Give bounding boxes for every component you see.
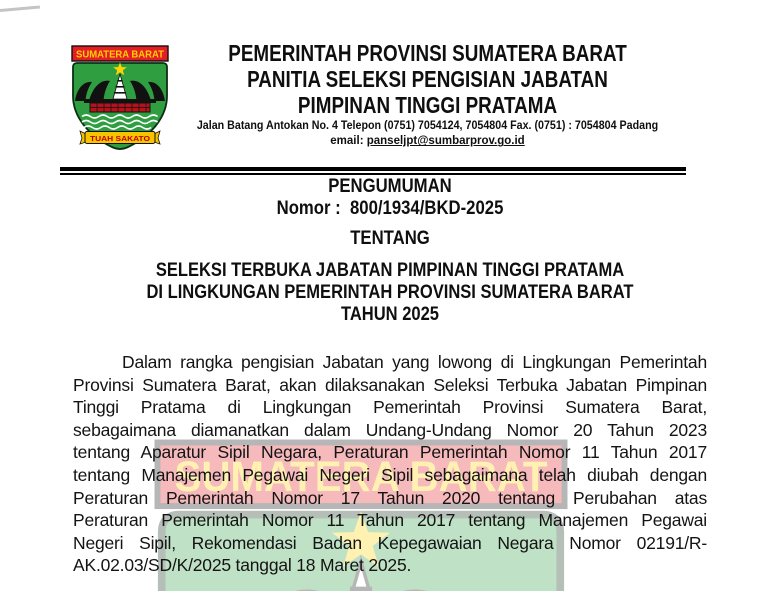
org-line-2: PANITIA SELEKSI PENGISIAN JABATAN (247, 65, 608, 92)
org-line-3: PIMPINAN TINGGI PRATAMA (297, 91, 558, 118)
letterhead-email-row (170, 134, 685, 148)
divider-thick-line (60, 167, 686, 171)
announcement-number: Nomor : 800/1934/BKD-2025 (276, 197, 504, 219)
letterhead-divider (60, 167, 686, 175)
paragraph-line: Provinsi Sumatera Barat, akan dilaksanakan Seleksi Terbuka Jabatan Pimpinan (73, 374, 707, 395)
paragraph-line: tentang Aparatur Sipil Negara, Peraturan Pemerintah Nomor 11 Tahun 2017 (73, 442, 707, 463)
announcement-heading-block (111, 176, 669, 219)
email-label: email: (330, 135, 364, 148)
letterhead (170, 41, 685, 148)
scan-artifact (0, 6, 40, 12)
provincial-seal-logo (70, 44, 170, 152)
title-line-1: SELEKSI TERBUKA JABATAN PIMPINAN TINGGI PRATAMA (155, 260, 625, 281)
paragraph-line: tentang Manajemen Pegawai Negeri Sipil sebagaimana telah diubah dengan (73, 464, 707, 485)
divider-thin-line (60, 173, 686, 176)
paragraph-line: Peraturan Pemerintah Nomor 17 Tahun 2020 tentang Perubahan atas (73, 487, 707, 508)
paragraph-line: Tinggi Pratama di Lingkungan Pemerintah Provinsi Sumatera Barat, (73, 397, 707, 418)
paragraph-line: AK.02.03/SD/K/2025 tanggal 18 Maret 2025. (73, 555, 412, 576)
paragraph-line: Dalam rangka pengisian Jabatan yang lowong di Lingkungan Pemerintah (122, 352, 707, 372)
title-line-3: TAHUN 2025 (340, 304, 439, 325)
email-link[interactable]: panseljpt@sumbarprov.go.id (366, 135, 525, 148)
paragraph-line: Negeri Sipil, Rekomendasi Badan Kepegawaian Negara Nomor 02191/R- (73, 532, 707, 553)
title-line-2: DI LINGKUNGAN PEMERINTAH PROVINSI SUMATERA BARAT (146, 282, 634, 303)
announcement-heading: PENGUMUMAN (328, 176, 452, 197)
paragraph-line: Peraturan Pemerintah Nomor 11 Tahun 2017 tentang Manajemen Pegawai (73, 510, 707, 531)
letterhead-address: Jalan Batang Antokan No. 4 Telepon (0751) 7054124, 7054804 Fax. (0751) : 7054804 Padang (196, 120, 659, 133)
about-label: TENTANG (350, 228, 430, 249)
paragraph-line: sebagaimana diamanatkan dalam Undang-Undang Nomor 20 Tahun 2023 (73, 419, 707, 440)
body-paragraph (73, 351, 707, 577)
letterhead-org-lines (216, 41, 638, 118)
org-line-1: PEMERINTAH PROVINSI SUMATERA BARAT (228, 40, 627, 66)
announcement-title (114, 260, 666, 326)
